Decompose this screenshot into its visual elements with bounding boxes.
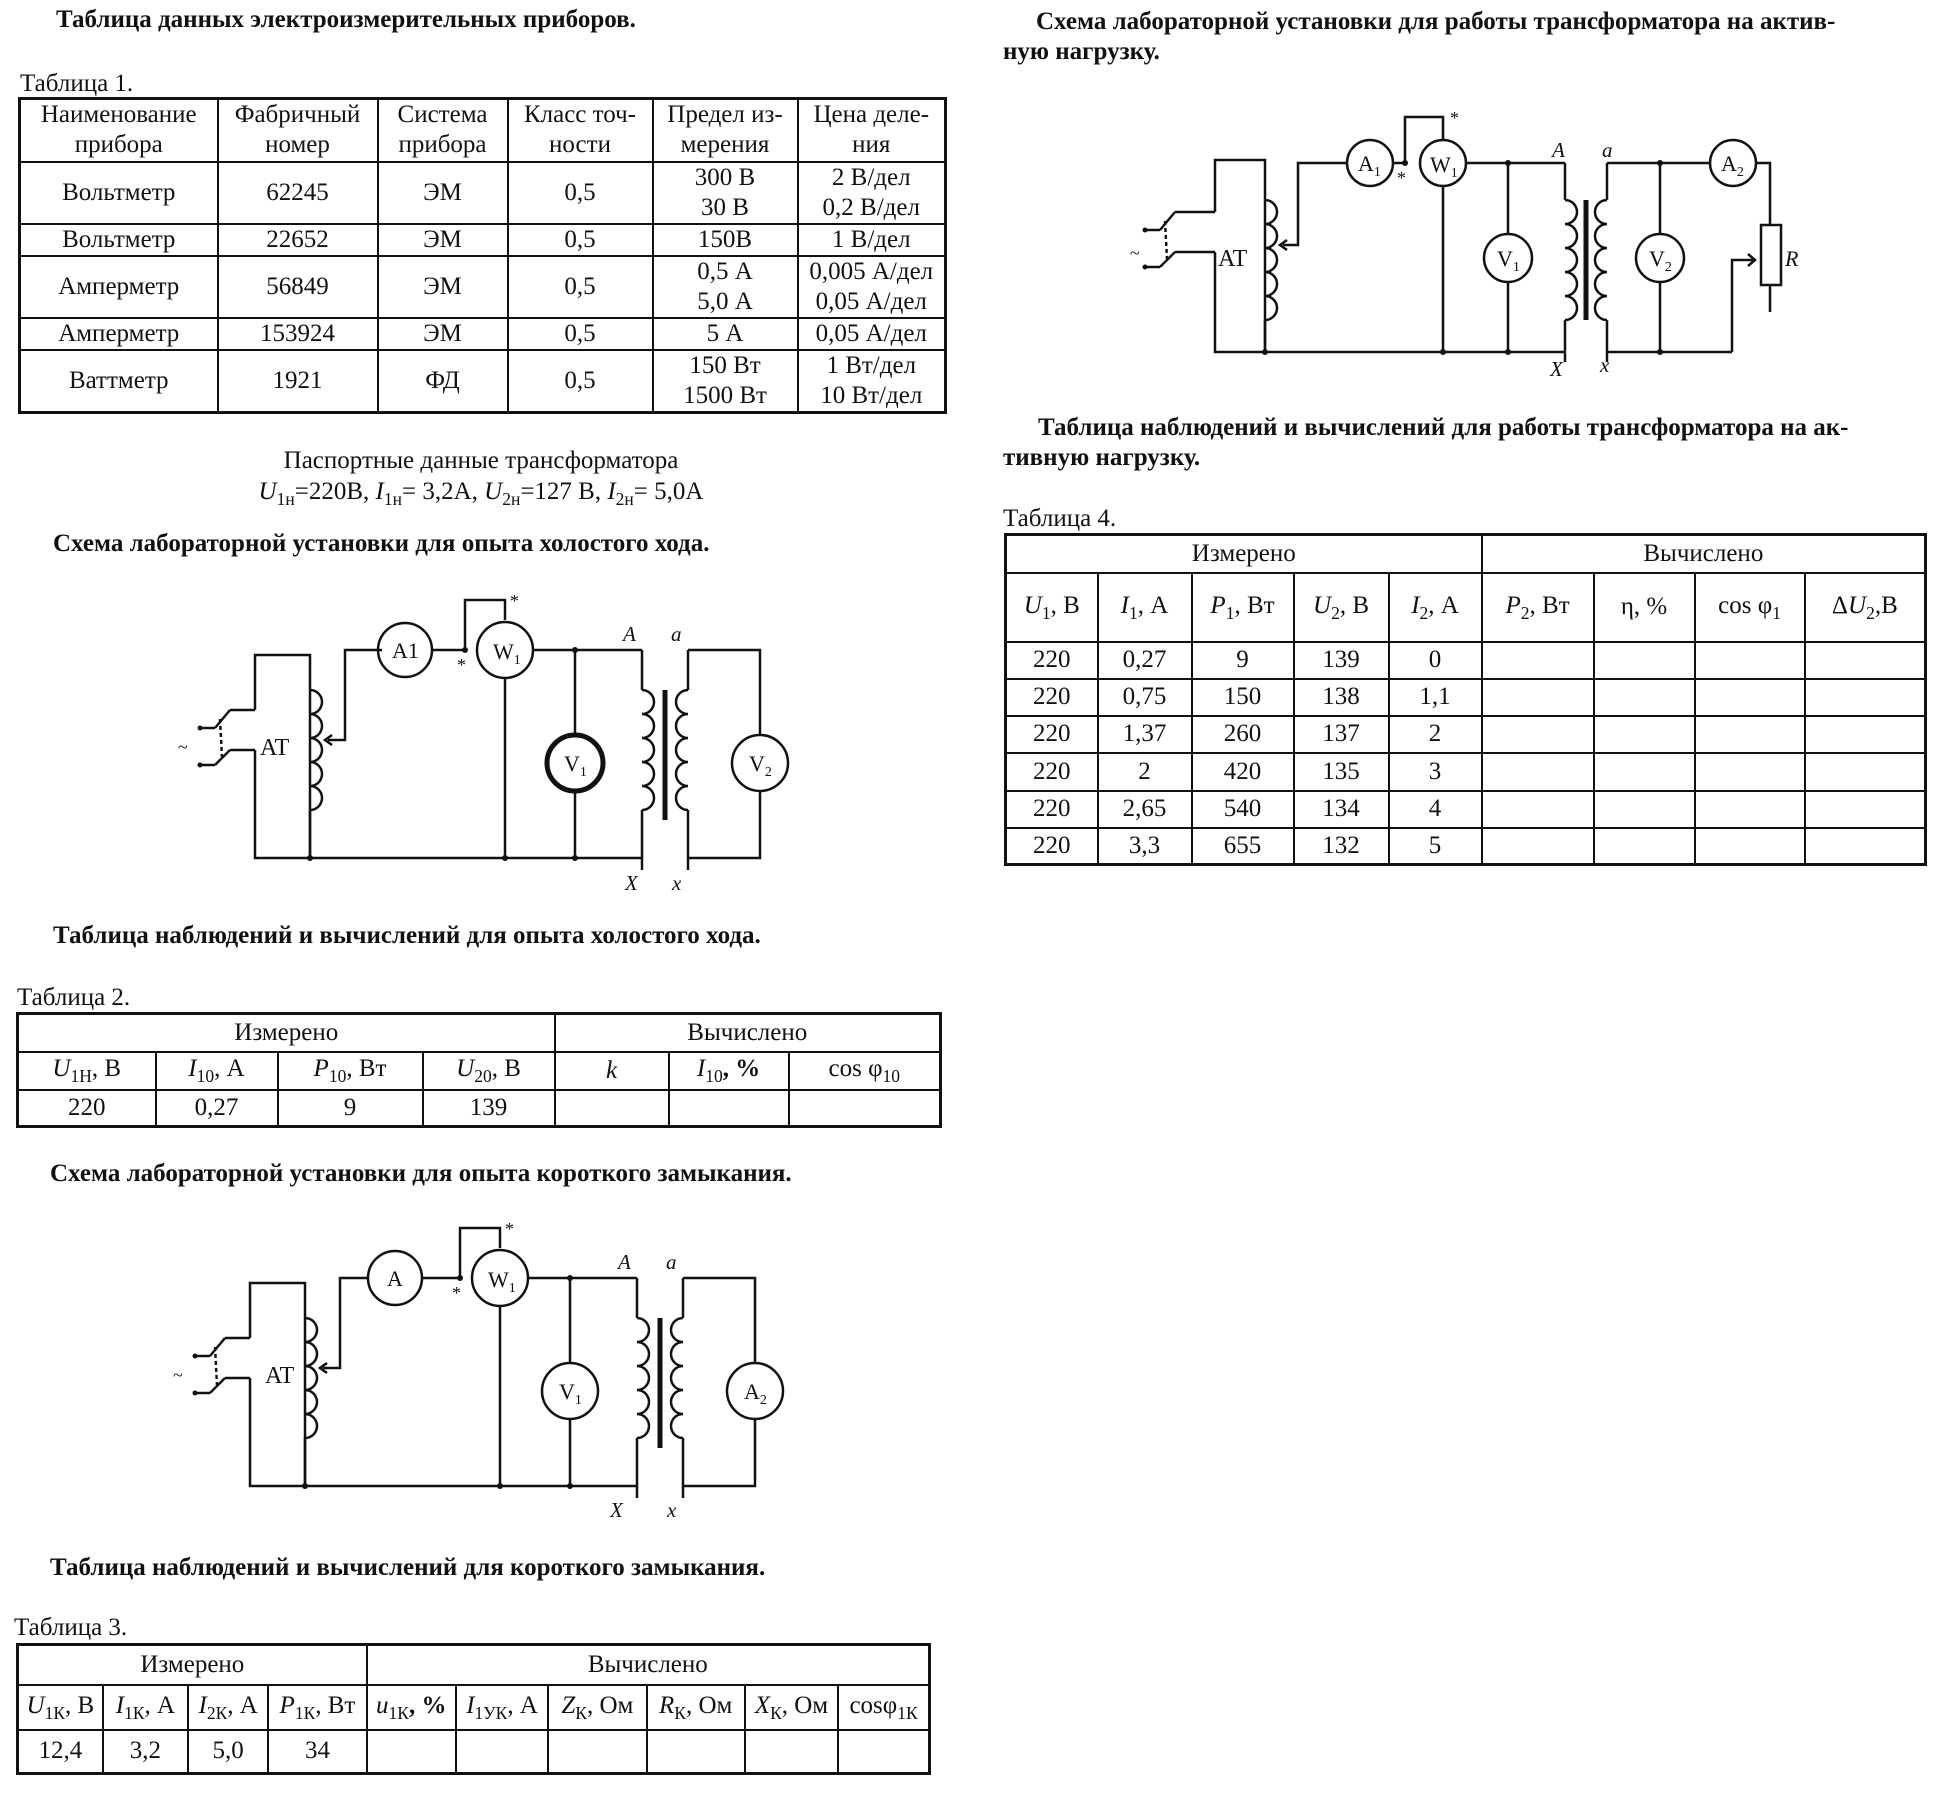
- table-instruments: [18, 97, 947, 414]
- table-cell: $\Delta U_2,В$: [1805, 573, 1926, 642]
- table-cell: 139: [423, 1090, 555, 1127]
- table-cell: [1805, 791, 1926, 828]
- table-row: [1006, 828, 1926, 865]
- table-cell: 134: [1294, 791, 1389, 828]
- table-cell: 220: [1006, 716, 1098, 753]
- autotransformer-label: AT: [260, 735, 290, 761]
- ammeter-a2-label: $A_2$: [744, 1379, 767, 1408]
- table-cell: 2: [1098, 753, 1192, 791]
- table-cell: 0,05 А/дел: [798, 318, 946, 350]
- table-cell: 0,005 А/дел 0,05 А/дел: [798, 256, 946, 318]
- table-cell: $U_{20}$, В: [423, 1052, 555, 1090]
- table-cell: [555, 1090, 669, 1127]
- caption-table3: Таблица 3.: [14, 1614, 128, 1641]
- table-cell: [1482, 828, 1594, 865]
- table-cell: 1921: [218, 350, 378, 413]
- resistor-label: R: [1785, 246, 1799, 271]
- table-cell: [1594, 753, 1695, 791]
- table-cell: ЭМ: [378, 224, 508, 256]
- table-cell: ЭМ: [378, 162, 508, 224]
- table-cell: [669, 1090, 789, 1127]
- table-cell: 139: [1294, 642, 1389, 679]
- table-row: [20, 162, 946, 224]
- table-row: [20, 318, 946, 350]
- terminal-X: X: [625, 871, 638, 895]
- ammeter-a1-label: $A_1$: [1358, 151, 1381, 180]
- table1-header-cell: Фабричный номер: [218, 99, 378, 162]
- table-cell: Вольтметр: [20, 162, 218, 224]
- table-cell: 138: [1294, 679, 1389, 716]
- heading-table4-line1: Таблица наблюдений и вычислений для работы трансформатора на ак-: [1038, 414, 1849, 441]
- table-cell: 34: [268, 1730, 366, 1774]
- table-cell: 260: [1192, 716, 1294, 753]
- table-cell: [1805, 642, 1926, 679]
- table-cell: 0,27: [156, 1090, 278, 1127]
- table-cell: 1 В/дел: [798, 224, 946, 256]
- wattmeter-star: *: [1450, 108, 1459, 128]
- wattmeter-label: $W_1$: [1430, 152, 1458, 181]
- table-cell: $P_{1К}$, Вт: [268, 1685, 366, 1730]
- wattmeter-star: *: [452, 1283, 461, 1303]
- table-row: [18, 1090, 941, 1127]
- ammeter-a2-label: $A_2$: [1721, 151, 1744, 180]
- table-cell: [1695, 679, 1805, 716]
- table-cell: 540: [1192, 791, 1294, 828]
- table-cell: 150 Вт 1500 Вт: [653, 350, 798, 413]
- ac-source-label: ~: [178, 737, 188, 757]
- terminal-a: a: [1602, 138, 1613, 162]
- table-cell: k: [555, 1052, 669, 1090]
- table-cell: [1594, 716, 1695, 753]
- terminal-X: X: [610, 1498, 623, 1522]
- table-cell: 3: [1389, 753, 1482, 791]
- ammeter-label: A: [387, 1266, 403, 1291]
- table-cell: $P_{10}$, Вт: [278, 1052, 423, 1090]
- caption-table2: Таблица 2.: [17, 984, 131, 1011]
- table-cell: [1805, 753, 1926, 791]
- table-cell: [1482, 753, 1594, 791]
- table-cell: 150В: [653, 224, 798, 256]
- table-cell: [1594, 679, 1695, 716]
- terminal-x: x: [667, 1498, 677, 1522]
- table-cell: [1482, 716, 1594, 753]
- ac-source-label: ~: [1130, 243, 1140, 263]
- table-row: [18, 1730, 930, 1774]
- wattmeter-star: *: [505, 1219, 514, 1239]
- table-cell: 5,0: [188, 1730, 268, 1774]
- table1-header-cell: Класс точ- ности: [508, 99, 653, 162]
- table-cell: [1594, 828, 1695, 865]
- table-cell: $I_{10}$, %: [669, 1052, 789, 1090]
- table-cell: 1,37: [1098, 716, 1192, 753]
- wattmeter-label: $W_1$: [488, 1267, 516, 1296]
- table4-group-row: [1006, 535, 1926, 573]
- voltmeter-v1-label: $V_1$: [559, 1379, 582, 1408]
- table-cell: ЭМ: [378, 318, 508, 350]
- heading-scheme-idle: Схема лабораторной установки для опыта холостого хода.: [53, 530, 710, 557]
- heading-table4-line2: тивную нагрузку.: [1003, 444, 1201, 471]
- voltmeter-v1-label: $V_1$: [1497, 246, 1520, 275]
- table-row: [20, 224, 946, 256]
- table-cell: 4: [1389, 791, 1482, 828]
- circuit-idle: [160, 585, 820, 895]
- table-cell: 300 В 30 В: [653, 162, 798, 224]
- table-cell: 220: [1006, 791, 1098, 828]
- table-cell: 2,65: [1098, 791, 1192, 828]
- terminal-x: x: [1600, 353, 1610, 377]
- table1-header-cell: Наименование прибора: [20, 99, 218, 162]
- table-cell: [1482, 642, 1594, 679]
- table-cell: 220: [1006, 828, 1098, 865]
- caption-table1: Таблица 1.: [20, 70, 134, 97]
- table-cell: 150: [1192, 679, 1294, 716]
- terminal-X: X: [1550, 357, 1563, 381]
- heading-scheme-short: Схема лабораторной установки для опыта короткого замыкания.: [50, 1160, 792, 1187]
- table-cell: Измерено: [18, 1014, 555, 1052]
- table-cell: 62245: [218, 162, 378, 224]
- table-cell: 0,5 А 5,0 А: [653, 256, 798, 318]
- heading-scheme-load-line1: Схема лабораторной установки для работы трансформатора на актив-: [1036, 8, 1836, 35]
- table1-header-row: [20, 99, 946, 162]
- wattmeter-label: $W_1$: [493, 639, 521, 668]
- table-row: [1006, 791, 1926, 828]
- table-cell: $P_1$, Вт: [1192, 573, 1294, 642]
- table1-header-cell: Предел из- мерения: [653, 99, 798, 162]
- table-cell: $U_1$, В: [1006, 573, 1098, 642]
- table-cell: $U_{1К}$, В: [18, 1685, 103, 1730]
- table-cell: 56849: [218, 256, 378, 318]
- table-cell: $\cos \varphi_1$: [1695, 573, 1805, 642]
- table-cell: Измерено: [18, 1645, 367, 1685]
- table-cell: [647, 1730, 745, 1774]
- table-cell: [1482, 791, 1594, 828]
- table-cell: [1594, 642, 1695, 679]
- table-cell: [1695, 791, 1805, 828]
- table-cell: 5: [1389, 828, 1482, 865]
- table-load: [1004, 533, 1927, 866]
- table-cell: 420: [1192, 753, 1294, 791]
- table-cell: 2 В/дел 0,2 В/дел: [798, 162, 946, 224]
- table-cell: 0,27: [1098, 642, 1192, 679]
- table-cell: [548, 1730, 646, 1774]
- terminal-A: A: [623, 622, 636, 646]
- table3-header-row: [18, 1685, 930, 1730]
- table-cell: Амперметр: [20, 256, 218, 318]
- table-cell: $u_{1К}$, %: [367, 1685, 456, 1730]
- table-cell: 137: [1294, 716, 1389, 753]
- table-cell: Измерено: [1006, 535, 1482, 573]
- table-cell: $Z_К$, Ом: [548, 1685, 646, 1730]
- table-cell: $I_{1УК}$, А: [456, 1685, 548, 1730]
- table-cell: [1594, 791, 1695, 828]
- table-cell: 0,5: [508, 350, 653, 413]
- table-cell: $U_2$, В: [1294, 573, 1389, 642]
- wattmeter-star: *: [457, 655, 466, 675]
- table-cell: 0: [1389, 642, 1482, 679]
- passport-title: Паспортные данные трансформатора: [283, 447, 679, 474]
- table-row: [1006, 642, 1926, 679]
- table-row: [1006, 716, 1926, 753]
- table-cell: [745, 1730, 838, 1774]
- terminal-A: A: [618, 1250, 631, 1274]
- table-cell: 0,5: [508, 224, 653, 256]
- table-cell: η, %: [1594, 573, 1695, 642]
- terminal-A: A: [1552, 138, 1565, 162]
- autotransformer-label: AT: [265, 1363, 295, 1389]
- table-cell: Ваттметр: [20, 350, 218, 413]
- table-cell: ЭМ: [378, 256, 508, 318]
- ammeter-label: A1: [392, 638, 419, 663]
- table-cell: Вычислено: [1482, 535, 1926, 573]
- table-cell: Вычислено: [555, 1014, 941, 1052]
- table-cell: [456, 1730, 548, 1774]
- table-cell: [1805, 828, 1926, 865]
- table-cell: 0,5: [508, 318, 653, 350]
- table-cell: $I_{2К}$, А: [188, 1685, 268, 1730]
- table-cell: 9: [278, 1090, 423, 1127]
- table-cell: 3,3: [1098, 828, 1192, 865]
- table-cell: 132: [1294, 828, 1389, 865]
- table-cell: $I_{1К}$, А: [103, 1685, 188, 1730]
- autotransformer-label: AT: [1218, 246, 1248, 272]
- table-cell: [1482, 679, 1594, 716]
- table-cell: 0,75: [1098, 679, 1192, 716]
- heading-table3: Таблица наблюдений и вычислений для короткого замыкания.: [50, 1554, 766, 1581]
- table-short: [16, 1643, 931, 1775]
- table-row: [20, 350, 946, 413]
- table2-group-row: [18, 1014, 941, 1052]
- table4-header-row: [1006, 573, 1926, 642]
- table3-group-row: [18, 1645, 930, 1685]
- table-cell: 9: [1192, 642, 1294, 679]
- circuit-short: [155, 1213, 815, 1523]
- table-cell: 655: [1192, 828, 1294, 865]
- table-cell: 3,2: [103, 1730, 188, 1774]
- heading-table2: Таблица наблюдений и вычислений для опыта холостого хода.: [53, 922, 761, 949]
- table-idle: [16, 1012, 942, 1128]
- table-cell: $I_1$, А: [1098, 573, 1192, 642]
- table-cell: [1695, 753, 1805, 791]
- table-cell: 5 А: [653, 318, 798, 350]
- table-cell: [1805, 716, 1926, 753]
- table-cell: [838, 1730, 929, 1774]
- table1-header-cell: Система прибора: [378, 99, 508, 162]
- table-cell: 135: [1294, 753, 1389, 791]
- wattmeter-star: *: [1397, 168, 1406, 188]
- voltmeter-v2-label: $V_2$: [1649, 246, 1672, 275]
- table-cell: cosφ$_{1К}$: [838, 1685, 929, 1730]
- table-cell: 220: [18, 1090, 156, 1127]
- heading-scheme-load-line2: ную нагрузку.: [1003, 38, 1160, 65]
- table-cell: 220: [1006, 753, 1098, 791]
- table-cell: $I_2$, А: [1389, 573, 1482, 642]
- table-row: [20, 256, 946, 318]
- circuit-load: [1120, 100, 1820, 390]
- passport-values: $U_{1н}=220В$, $I_{1н}= 3,2А$, $U_{2н}=127$ В, $I_{2н}= 5,0А$: [258, 478, 704, 509]
- table-cell: 220: [1006, 679, 1098, 716]
- table-cell: [367, 1730, 456, 1774]
- ac-source-label: ~: [173, 1365, 183, 1385]
- table-cell: 1 Вт/дел 10 Вт/дел: [798, 350, 946, 413]
- table-cell: Вольтметр: [20, 224, 218, 256]
- table-cell: $I_{10}$, А: [156, 1052, 278, 1090]
- table-cell: $R_К$, Ом: [647, 1685, 745, 1730]
- table-cell: ФД: [378, 350, 508, 413]
- table-cell: [1695, 642, 1805, 679]
- table-cell: $U_{1Н}$, В: [18, 1052, 156, 1090]
- table-cell: 0,5: [508, 256, 653, 318]
- table2-header-row: [18, 1052, 941, 1090]
- table-cell: [1695, 828, 1805, 865]
- table-cell: 2: [1389, 716, 1482, 753]
- table-cell: $\cos \varphi_{10}$: [789, 1052, 941, 1090]
- caption-table4: Таблица 4.: [1003, 505, 1117, 532]
- table-row: [1006, 753, 1926, 791]
- wattmeter-star: *: [510, 591, 519, 611]
- table-cell: 1,1: [1389, 679, 1482, 716]
- terminal-x: x: [672, 871, 682, 895]
- table-cell: $X_К$, Ом: [745, 1685, 838, 1730]
- table1-header-cell: Цена деле- ния: [798, 99, 946, 162]
- table-cell: [1695, 716, 1805, 753]
- table-cell: [1805, 679, 1926, 716]
- terminal-a: a: [666, 1250, 677, 1274]
- table-cell: Вычислено: [367, 1645, 930, 1685]
- heading-table1: Таблица данных электроизмерительных приборов.: [56, 6, 636, 33]
- table-cell: 220: [1006, 642, 1098, 679]
- table-cell: Амперметр: [20, 318, 218, 350]
- table-cell: 153924: [218, 318, 378, 350]
- table-cell: $P_2$, Вт: [1482, 573, 1594, 642]
- table-cell: 0,5: [508, 162, 653, 224]
- table-cell: 22652: [218, 224, 378, 256]
- voltmeter-v2-label: $V_2$: [749, 751, 772, 780]
- table-cell: [789, 1090, 941, 1127]
- table-row: [1006, 679, 1926, 716]
- terminal-a: a: [671, 622, 682, 646]
- voltmeter-v1-label: $V_1$: [564, 751, 587, 780]
- table-cell: 12,4: [18, 1730, 103, 1774]
